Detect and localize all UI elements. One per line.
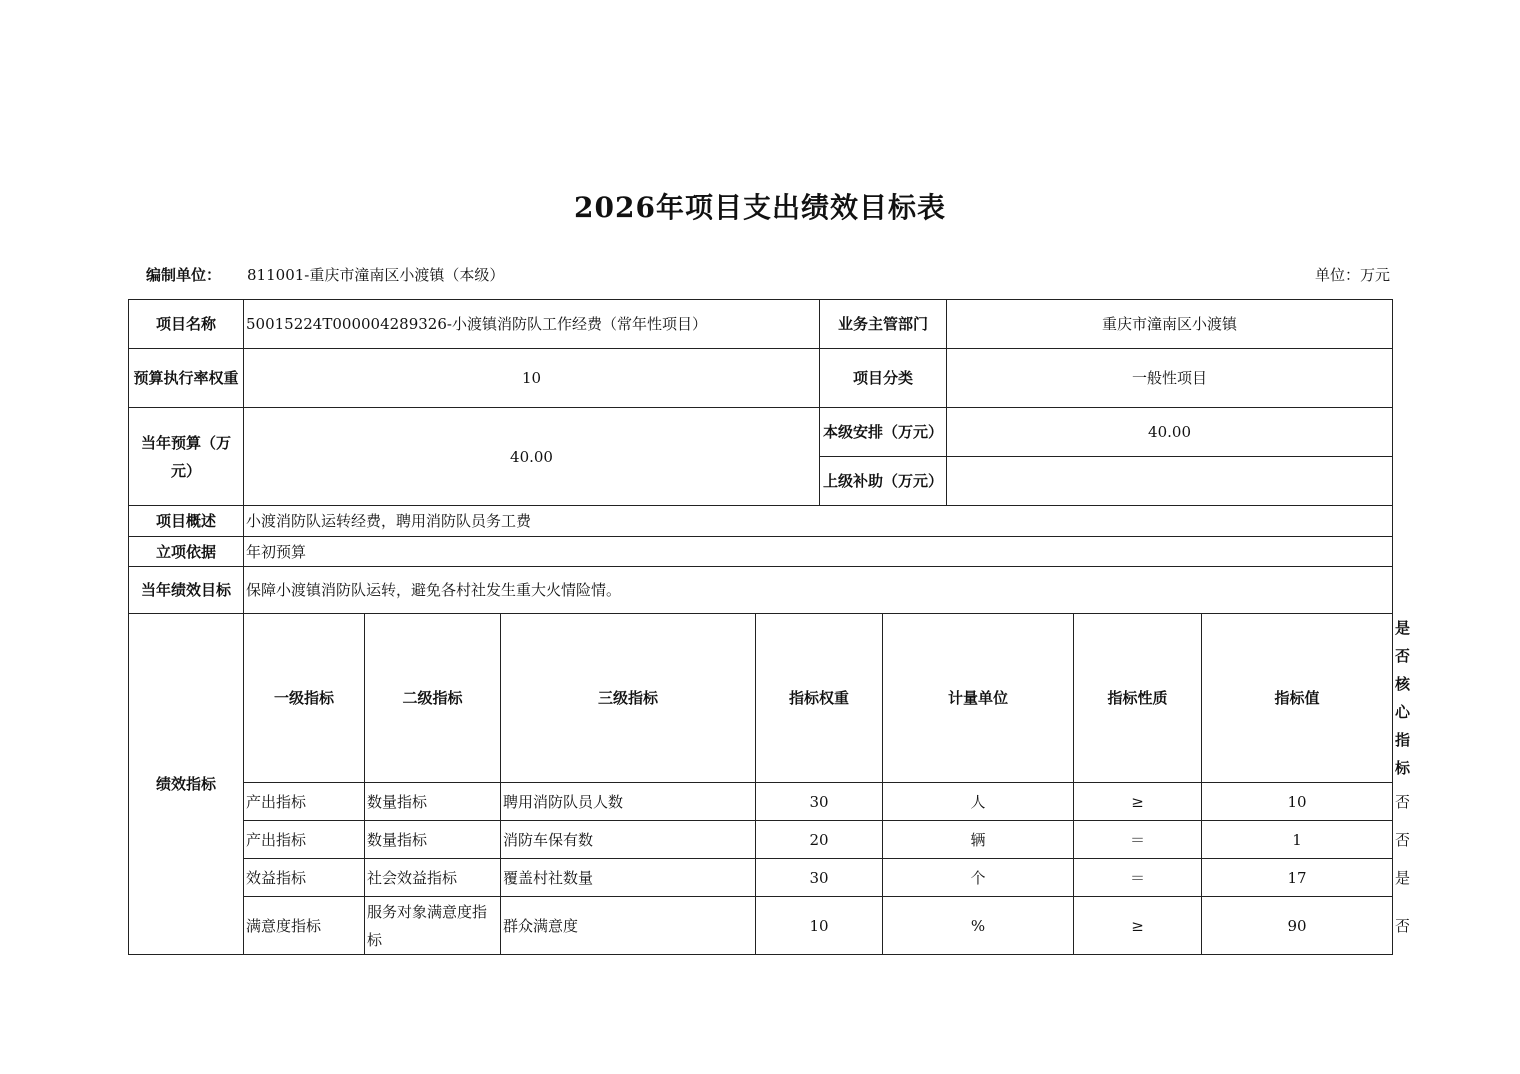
local-arrangement-value: 40.00 xyxy=(947,408,1393,457)
weight-value: 10 xyxy=(244,349,820,408)
weight-cell: 30 xyxy=(756,783,883,821)
overview-label: 项目概述 xyxy=(129,506,244,537)
value-cell: 17 xyxy=(1202,859,1393,897)
performance-table: 项目名称 50015224T000004289326-小渡镇消防队工作经费（常年性项目） 业务主管部门 重庆市潼南区小渡镇 预算执行率权重 10 项目分类 一般性项目 当年预算（万元） 40.00 本级安排（万元） 40.00 上级补助（万元） 项目概述 小渡消防队运转经费，聘用消防队员务工费 立项依据 年初预算 当年绩效目标 保障小渡镇消防队运转，避免各村社发生重大火情险情。 绩效指标 一级指标 二级指标 三级指标 指标权重 计量单位 指标性质 指标值 是否核心指标 产出指标 数量指标 聘用消防队员人数 30 人 ≥ 10 否 产出指标 数量指标 消防车保有数 20 辆 ＝ 1 否 效益指标 社会效益指标 覆盖村社数量 30 个 ＝ 17 是 满意度指标 服务对象满意度指标 群众满意度 10 % ≥ 90 否 xyxy=(128,299,1393,955)
indicator-header: 三级指标 xyxy=(501,614,756,783)
project-name-label: 项目名称 xyxy=(129,300,244,349)
compiling-unit-label: 编制单位： xyxy=(146,266,222,284)
compiling-unit xyxy=(146,264,504,285)
nature-cell: ≥ xyxy=(1074,897,1202,955)
level2-cell: 数量指标 xyxy=(365,821,501,859)
level2-cell: 社会效益指标 xyxy=(365,859,501,897)
unit-cell: 个 xyxy=(883,859,1074,897)
nature-cell: ≥ xyxy=(1074,783,1202,821)
indicators-label: 绩效指标 xyxy=(129,614,244,955)
weight-cell: 10 xyxy=(756,897,883,955)
page-title: 2026年项目支出绩效目标表 xyxy=(574,191,946,224)
level2-cell: 服务对象满意度指标 xyxy=(365,897,501,955)
basis-value: 年初预算 xyxy=(244,537,1393,567)
upper-subsidy-label: 上级补助（万元） xyxy=(820,457,947,506)
weight-cell: 20 xyxy=(756,821,883,859)
category-label: 项目分类 xyxy=(820,349,947,408)
basis-label: 立项依据 xyxy=(129,537,244,567)
nature-cell: ＝ xyxy=(1074,821,1202,859)
level3-cell: 覆盖村社数量 xyxy=(501,859,756,897)
compiling-unit-value: 811001-重庆市潼南区小渡镇（本级） xyxy=(247,266,505,284)
weight-cell: 30 xyxy=(756,859,883,897)
level3-cell: 消防车保有数 xyxy=(501,821,756,859)
level2-cell: 数量指标 xyxy=(365,783,501,821)
nature-cell: ＝ xyxy=(1074,859,1202,897)
overview-value: 小渡消防队运转经费，聘用消防队员务工费 xyxy=(244,506,1393,537)
table-row: 产出指标 数量指标 消防车保有数 20 辆 ＝ 1 否 xyxy=(129,821,1393,859)
indicator-header: 二级指标 xyxy=(365,614,501,783)
table-row: 产出指标 数量指标 聘用消防队员人数 30 人 ≥ 10 否 xyxy=(129,783,1393,821)
currency-unit: 单位：万元 xyxy=(1314,266,1390,284)
unit-cell: 辆 xyxy=(883,821,1074,859)
category-value: 一般性项目 xyxy=(947,349,1393,408)
value-cell: 90 xyxy=(1202,897,1393,955)
upper-subsidy-value xyxy=(947,457,1393,506)
indicator-header: 计量单位 xyxy=(883,614,1074,783)
indicator-header: 指标值 xyxy=(1202,614,1393,783)
goal-label: 当年绩效目标 xyxy=(129,567,244,614)
dept-label: 业务主管部门 xyxy=(820,300,947,349)
table-row: 效益指标 社会效益指标 覆盖村社数量 30 个 ＝ 17 是 xyxy=(129,859,1393,897)
weight-label: 预算执行率权重 xyxy=(129,349,244,408)
dept-value: 重庆市潼南区小渡镇 xyxy=(947,300,1393,349)
level3-cell: 群众满意度 xyxy=(501,897,756,955)
unit-cell: % xyxy=(883,897,1074,955)
level3-cell: 聘用消防队员人数 xyxy=(501,783,756,821)
project-name-value: 50015224T000004289326-小渡镇消防队工作经费（常年性项目） xyxy=(244,300,820,349)
value-cell: 1 xyxy=(1202,821,1393,859)
budget-label: 当年预算（万元） xyxy=(129,408,244,506)
level1-cell: 效益指标 xyxy=(244,859,365,897)
indicator-header: 指标性质 xyxy=(1074,614,1202,783)
budget-value: 40.00 xyxy=(244,408,820,506)
level1-cell: 产出指标 xyxy=(244,783,365,821)
local-arrangement-label: 本级安排（万元） xyxy=(820,408,947,457)
value-cell: 10 xyxy=(1202,783,1393,821)
goal-value: 保障小渡镇消防队运转，避免各村社发生重大火情险情。 xyxy=(244,567,1393,614)
indicator-header: 指标权重 xyxy=(756,614,883,783)
indicator-header: 一级指标 xyxy=(244,614,365,783)
level1-cell: 产出指标 xyxy=(244,821,365,859)
level1-cell: 满意度指标 xyxy=(244,897,365,955)
unit-cell: 人 xyxy=(883,783,1074,821)
table-row: 满意度指标 服务对象满意度指标 群众满意度 10 % ≥ 90 否 xyxy=(129,897,1393,955)
